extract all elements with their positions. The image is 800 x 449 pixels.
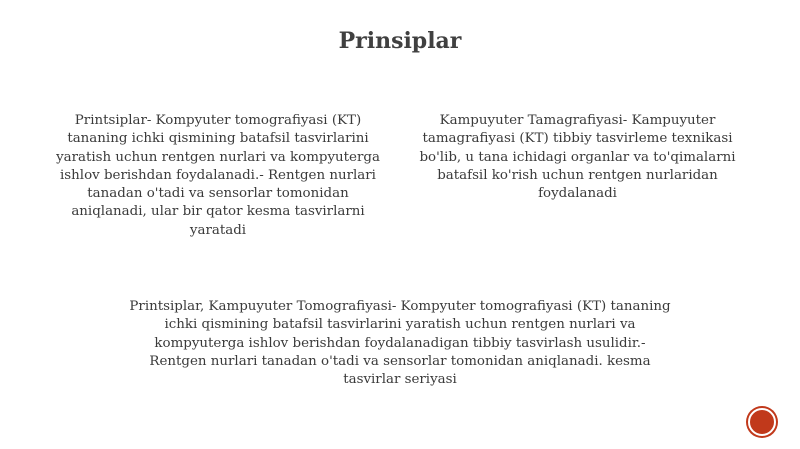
slide-title: Prinsiplar bbox=[338, 28, 462, 54]
next-slide-button[interactable] bbox=[748, 408, 776, 436]
paragraph-summary: Printsiplar, Kampuyuter Tomografiyasi- Kompyuter tomografiyasi (KT) tananing ichki qismining batafsil tasvirlarini yaratish uchun rentgen nurlari va kompyuterga ishlov berishdan foydalanadigan tibbiy tasvirlash usulidir.- Rentgen nurlari tanadan o'tadi va sensorlar tomonidan aniqlanadi. kesma tasvirlar seriyasi bbox=[129, 299, 671, 388]
paragraph-principles: Printsiplar- Kompyuter tomografiyasi (KT) tananing ichki qismining batafsil tasvirlarini yaratish uchun rentgen nurlari va kompyuterga ishlov berishdan foydalanadi.- Rentgen nurlari tanadan o'tadi va sensorlar tomonidan aniqlanadi, ular bir qator kesma tasvirlarni yaratadi bbox=[56, 113, 380, 238]
paragraph-computer-tomography: Kampuyuter Tamagrafiyasi- Kampuyuter tamagrafiyasi (KT) tibbiy tasvirleme texnikasi bo'lib, u tana ichidagi organlar va to'qimalarni batafsil ko'rish uchun rentgen nurlaridan foydalanadi bbox=[419, 113, 736, 202]
